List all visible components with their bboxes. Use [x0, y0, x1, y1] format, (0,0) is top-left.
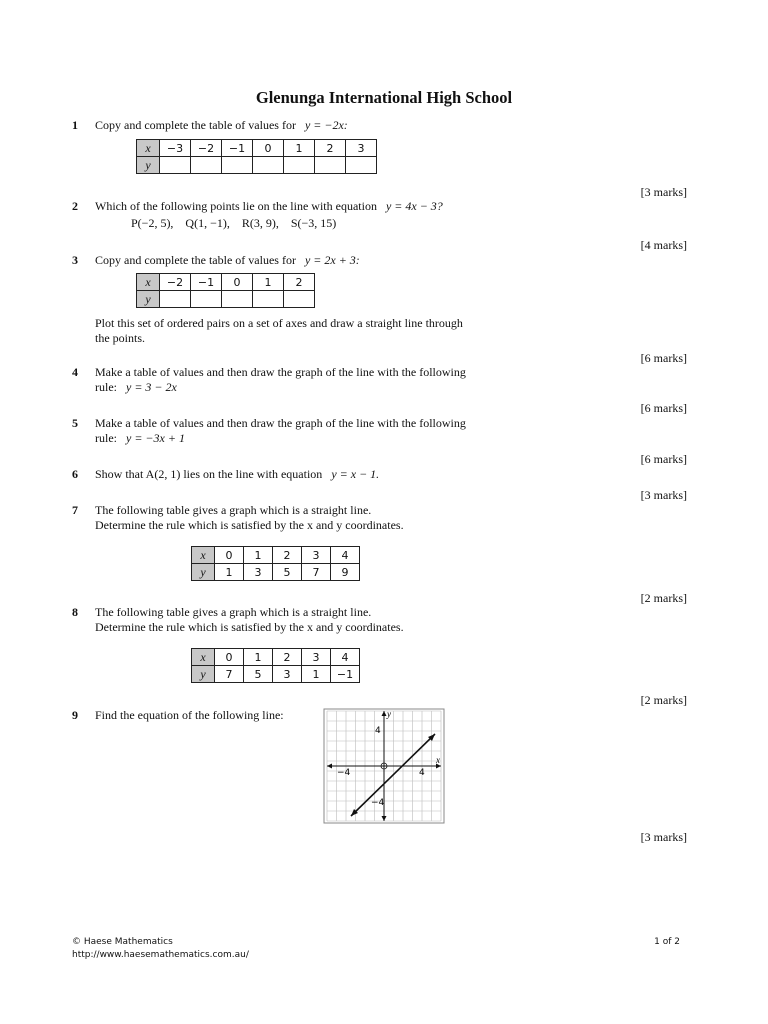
value-table — [136, 139, 377, 174]
copyright: © Haese Mathematics — [72, 937, 173, 947]
table-cell: 9 — [331, 564, 360, 581]
table-cell: 1 — [244, 547, 273, 564]
table-cell: 0 — [253, 140, 284, 157]
x-header: x — [192, 649, 215, 666]
marks: [3 marks] — [640, 185, 687, 199]
question-text — [95, 605, 404, 635]
table-cell: 1 — [302, 666, 331, 683]
table-cell: −2 — [191, 140, 222, 157]
marks: [3 marks] — [640, 488, 687, 502]
tick-label-x-neg: −4 — [337, 768, 351, 778]
question-number: 2 — [72, 199, 78, 213]
question-text: Find the equation of the following line: — [95, 708, 284, 722]
table-cell: 2 — [273, 547, 302, 564]
table-cell: 3 — [302, 547, 331, 564]
question-number: 5 — [72, 416, 78, 430]
page-title: Glenunga International High School — [255, 88, 513, 107]
question-number: 6 — [72, 467, 78, 481]
question-line: Show that A(2, 1) lies on the line with equation — [95, 467, 323, 481]
question-line: The following table gives a graph which is a straight line. — [95, 503, 372, 517]
table-cell: 4 — [331, 649, 360, 666]
question-line: rule: — [95, 380, 117, 394]
table-cell: 5 — [244, 666, 273, 683]
y-header: y — [192, 564, 215, 581]
equation: y = 4x − 3? — [385, 199, 443, 213]
marks: [3 marks] — [640, 830, 687, 844]
table-cell: 7 — [215, 666, 244, 683]
question-number: 7 — [72, 503, 78, 517]
equation: y = −2x: — [304, 118, 348, 132]
points-list: P(−2, 5), Q(1, −1), R(3, 9), S(−3, 15) — [131, 216, 337, 230]
coordinate-graph — [323, 708, 445, 824]
question-text — [95, 467, 379, 482]
table-cell: 0 — [222, 274, 253, 291]
x-axis-label: x — [436, 755, 440, 765]
question-line: Which of the following points lie on the line with equation — [95, 199, 377, 213]
marks: [2 marks] — [640, 693, 687, 707]
equation: y = 2x + 3: — [304, 253, 360, 267]
question-line: Make a table of values and then draw the graph of the line with the following — [95, 416, 466, 430]
table-cell: −3 — [160, 140, 191, 157]
table-cell: 1 — [253, 274, 284, 291]
table-cell: 2 — [284, 274, 315, 291]
footer-url[interactable]: http://www.haesemathematics.com.au/ — [72, 950, 249, 960]
table-cell: 2 — [273, 649, 302, 666]
question-line: Determine the rule which is satisfied by the x and y coordinates. — [95, 620, 404, 634]
marks: [2 marks] — [640, 591, 687, 605]
table-cell — [191, 291, 222, 308]
value-table — [191, 648, 360, 683]
question-number: 9 — [72, 708, 78, 722]
table-cell — [222, 291, 253, 308]
table-cell: 3 — [273, 666, 302, 683]
question-line: the points. — [95, 331, 145, 345]
equation: y = 3 − 2x — [126, 380, 177, 394]
table-cell: 5 — [273, 564, 302, 581]
question-number: 1 — [72, 118, 78, 132]
table-cell: 0 — [215, 649, 244, 666]
table-cell: 3 — [346, 140, 377, 157]
y-axis-label: y — [387, 709, 391, 719]
table-cell — [160, 157, 191, 174]
x-header: x — [137, 274, 160, 291]
question-line: Determine the rule which is satisfied by the x and y coordinates. — [95, 518, 404, 532]
question-text — [95, 253, 360, 268]
table-cell: 3 — [302, 649, 331, 666]
y-header: y — [192, 666, 215, 683]
value-table — [136, 273, 315, 308]
page-number: 1 of 2 — [654, 937, 680, 947]
table-cell — [346, 157, 377, 174]
table-cell — [253, 291, 284, 308]
y-header: y — [137, 291, 160, 308]
question-line: rule: — [95, 431, 117, 445]
question-text — [95, 199, 443, 214]
question-text — [95, 118, 348, 133]
table-cell — [284, 291, 315, 308]
table-cell: −1 — [331, 666, 360, 683]
table-cell: 4 — [331, 547, 360, 564]
marks: [6 marks] — [640, 452, 687, 466]
question-text — [95, 503, 404, 533]
question-line: Plot this set of ordered pairs on a set of axes and draw a straight line through — [95, 316, 463, 330]
question-number: 3 — [72, 253, 78, 267]
table-cell — [253, 157, 284, 174]
table-cell: 7 — [302, 564, 331, 581]
question-line: The following table gives a graph which is a straight line. — [95, 605, 372, 619]
table-cell: 1 — [244, 649, 273, 666]
question-number: 4 — [72, 365, 78, 379]
table-cell: −1 — [191, 274, 222, 291]
marks: [6 marks] — [640, 351, 687, 365]
table-cell — [222, 157, 253, 174]
x-header: x — [192, 547, 215, 564]
table-cell: 3 — [244, 564, 273, 581]
y-header: y — [137, 157, 160, 174]
footer — [72, 936, 249, 962]
table-cell — [160, 291, 191, 308]
question-line: Copy and complete the table of values for — [95, 118, 296, 132]
table-cell: −1 — [222, 140, 253, 157]
table-cell — [284, 157, 315, 174]
question-text — [95, 365, 466, 395]
tick-label-x-pos: 4 — [419, 768, 425, 778]
value-table — [191, 546, 360, 581]
table-cell: 1 — [215, 564, 244, 581]
table-cell: 1 — [284, 140, 315, 157]
question-number: 8 — [72, 605, 78, 619]
table-cell — [191, 157, 222, 174]
table-cell: 0 — [215, 547, 244, 564]
tick-label-y-neg: −4 — [371, 798, 385, 808]
equation: y = x − 1. — [331, 467, 380, 481]
table-cell — [315, 157, 346, 174]
marks: [4 marks] — [640, 238, 687, 252]
x-header: x — [137, 140, 160, 157]
tick-label-y-pos: 4 — [375, 726, 381, 736]
question-text — [95, 416, 466, 446]
marks: [6 marks] — [640, 401, 687, 415]
question-line: Copy and complete the table of values for — [95, 253, 296, 267]
table-cell: 2 — [315, 140, 346, 157]
table-cell: −2 — [160, 274, 191, 291]
question-text — [95, 316, 463, 346]
equation: y = −3x + 1 — [126, 431, 185, 445]
question-line: Make a table of values and then draw the graph of the line with the following — [95, 365, 466, 379]
